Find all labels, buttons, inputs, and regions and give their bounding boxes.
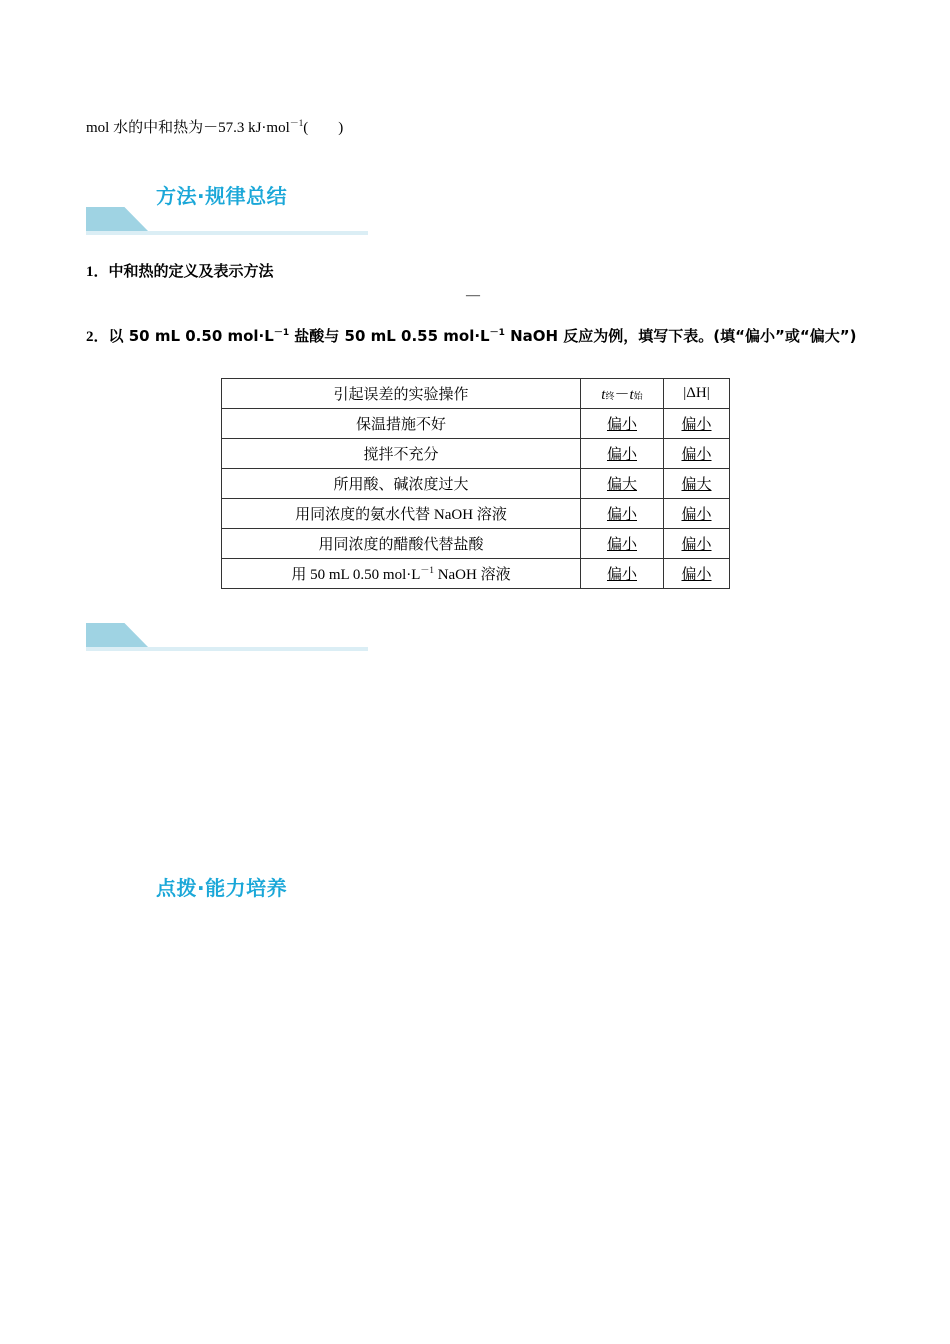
table-row: 用 50 mL 0.50 $mol\cdot L^{-1}$ NaOH 溶液 偏小 偏小 <box>222 559 730 589</box>
table-row: 搅拌不充分 偏小 偏小 <box>222 439 730 469</box>
banner-rule <box>86 647 368 651</box>
table-row: 所用酸、碱浓度过大 偏大 偏大 <box>222 469 730 499</box>
section-title-methods: 方法·规律总结 <box>156 184 288 208</box>
header-delta-h: |ΔH| <box>664 379 730 409</box>
dash-mark: — <box>466 288 480 303</box>
error-analysis-table <box>221 378 730 589</box>
section-banner-2 <box>86 623 368 653</box>
table-row: 用同浓度的氨水代替 NaOH 溶液 偏小 偏小 <box>222 499 730 529</box>
banner-rule <box>86 231 368 235</box>
table-header-row <box>222 379 730 409</box>
section-banner-1 <box>86 207 368 237</box>
intro-line: mol 水的中和热为－57.3 kJ·mol$^{-1}$( ) <box>86 118 344 136</box>
banner-tab-shape <box>86 623 148 647</box>
item-2: 2．以 50 mL 0.50 $mol\cdot L^{-1}$ 盐酸与 50 mL 0.55 $mol\cdot L^{-1}$ NaOH 反应为例，填写下表。(填“偏小”或“偏大”) <box>86 327 857 345</box>
item-1: 1．中和热的定义及表示方法 <box>86 262 274 280</box>
banner-tab-shape <box>86 207 148 231</box>
header-operation: 引起误差的实验操作 <box>222 379 581 409</box>
table-row: 用同浓度的醋酸代替盐酸 偏小 偏小 <box>222 529 730 559</box>
table-row: 保温措施不好 偏小 偏小 <box>222 409 730 439</box>
header-temp-diff: t终－t始 <box>581 379 664 409</box>
section-title-ability: 点拨·能力培养 <box>156 876 288 900</box>
